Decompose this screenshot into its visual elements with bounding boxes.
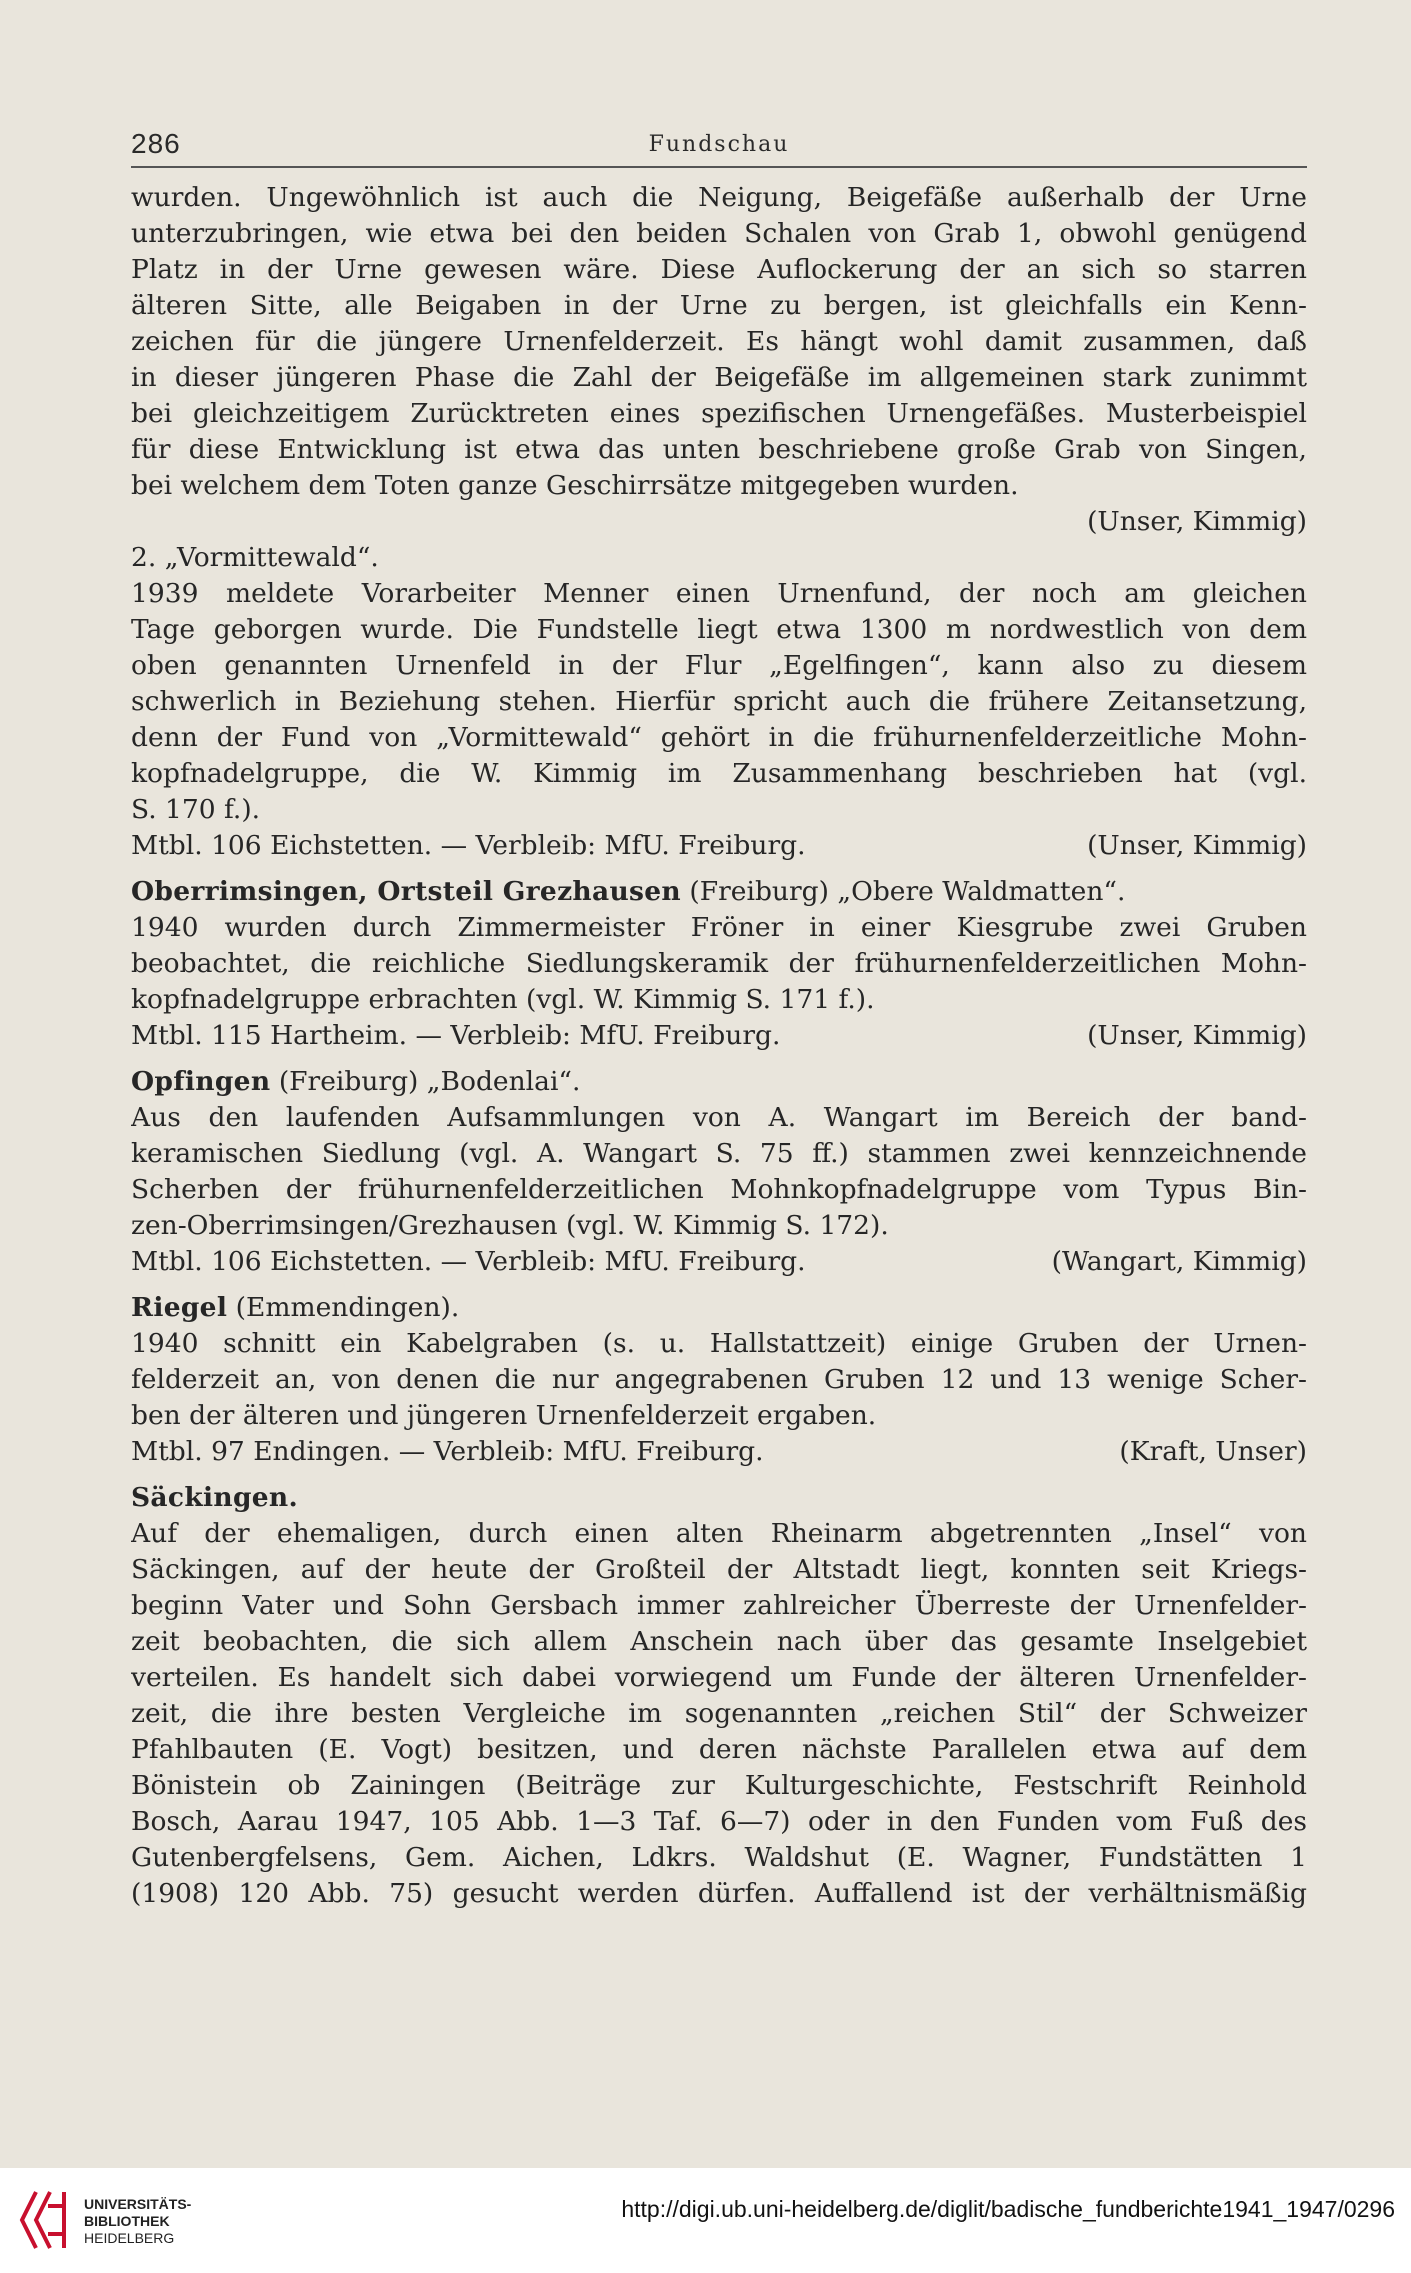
map-reference-line: [131, 1434, 1307, 1470]
text-line: zen-Oberrimsingen/Grezhausen (vgl. W. Kimmig S. 172).: [131, 1210, 889, 1241]
text-line: oben genannten Urnenfeld in der Flur „Egelfingen“, kann also zu diesem: [131, 650, 1307, 681]
map-reference-line: [131, 828, 1307, 864]
text-line: Gutenbergfelsens, Gem. Aichen, Ldkrs. Waldshut (E. Wagner, Fundstätten 1: [131, 1842, 1307, 1873]
text-line: beginn Vater und Sohn Gersbach immer zahlreicher Überreste der Urnenfelder-: [131, 1590, 1307, 1621]
map-reference-line: [131, 1018, 1307, 1054]
page-header: [131, 126, 1307, 168]
library-name-line: UNIVERSITÄTS-: [84, 2196, 192, 2212]
attribution: (Unser, Kimmig): [1087, 830, 1307, 861]
text-line: älteren Sitte, alle Beigaben in der Urne zu bergen, ist gleichfalls ein Kenn-: [131, 290, 1307, 321]
site-location: (Freiburg) „Bodenlai“.: [270, 1066, 581, 1097]
text-line: zeichen für die jüngere Urnenfelderzeit. Es hängt wohl damit zusammen, daß: [131, 326, 1307, 357]
viewer-footer: [0, 2168, 1411, 2273]
text-line: S. 170 f.).: [131, 794, 261, 825]
attribution: (Wangart, Kimmig): [1051, 1246, 1307, 1277]
map-reference: Mtbl. 97 Endingen. — Verbleib: MfU. Freiburg.: [131, 1436, 764, 1467]
text-line: bei gleichzeitigem Zurücktreten eines spezifischen Urnengefäßes. Musterbeispiel: [131, 398, 1307, 429]
map-reference: Mtbl. 106 Eichstetten. — Verbleib: MfU. Freiburg.: [131, 1246, 806, 1277]
text-line: für diese Entwicklung ist etwa das unten beschriebene große Grab von Singen,: [131, 434, 1307, 465]
text-line: Platz in der Urne gewesen wäre. Diese Auflockerung der an sich so starren: [131, 254, 1307, 285]
text-line: wurden. Ungewöhnlich ist auch die Neigung, Beigefäße außerhalb der Urne: [131, 182, 1307, 213]
text-line: keramischen Siedlung (vgl. A. Wangart S. 75 ff.) stammen zwei kennzeichnende: [131, 1138, 1307, 1169]
text-line: felderzeit an, von denen die nur angegrabenen Gruben 12 und 13 wenige Scher-: [131, 1364, 1307, 1395]
text-line: schwerlich in Beziehung stehen. Hierfür spricht auch die frühere Zeitansetzung,: [131, 686, 1307, 717]
library-logo-icon: [16, 2186, 76, 2254]
text-line: kopfnadelgruppe, die W. Kimmig im Zusammenhang beschrieben hat (vgl.: [131, 758, 1307, 789]
text-line: bei welchem dem Toten ganze Geschirrsätze mitgegeben wurden.: [131, 470, 1019, 501]
map-reference: Mtbl. 106 Eichstetten. — Verbleib: MfU. Freiburg.: [131, 830, 806, 861]
source-url-link[interactable]: http://digi.ub.uni-heidelberg.de/diglit/badische_fundberichte1941_1947/0296: [621, 2196, 1395, 2222]
site-entry-heading: [131, 1064, 1307, 1100]
text-line: Bosch, Aarau 1947, 105 Abb. 1—3 Taf. 6—7) oder in den Funden vom Fuß des: [131, 1806, 1307, 1837]
text-line: verteilen. Es handelt sich dabei vorwiegend um Funde der älteren Urnenfelder-: [131, 1662, 1307, 1693]
map-reference: Mtbl. 115 Hartheim. — Verbleib: MfU. Freiburg.: [131, 1020, 781, 1051]
page-number: 286: [131, 128, 181, 159]
library-name: [84, 2196, 191, 2247]
library-name-line: HEIDELBERG: [84, 2230, 175, 2246]
map-reference-line: [131, 1244, 1307, 1280]
site-name: Riegel: [131, 1292, 228, 1323]
text-line: zeit beobachten, die sich allem Anschein nach über das gesamte Inselgebiet: [131, 1626, 1307, 1657]
text-line: kopfnadelgruppe erbrachten (vgl. W. Kimmig S. 171 f.).: [131, 984, 875, 1015]
text-line: beobachtet, die reichliche Siedlungskeramik der frühurnenfelderzeitlichen Mohn-: [131, 948, 1307, 979]
section-heading: 2. „Vormittewald“.: [131, 542, 379, 573]
body-text: [131, 180, 1307, 1912]
attribution: (Unser, Kimmig): [1087, 506, 1307, 537]
site-name: Oberrimsingen, Ortsteil Grezhausen: [131, 876, 681, 907]
text-line: Säckingen, auf der heute der Großteil der Altstadt liegt, konnten seit Kriegs-: [131, 1554, 1307, 1585]
text-line: denn der Fund von „Vormittewald“ gehört in die frühurnenfelderzeitliche Mohn-: [131, 722, 1307, 753]
running-head: Fundschau: [648, 132, 790, 157]
library-name-line: BIBLIOTHEK: [84, 2213, 170, 2229]
site-name: Säckingen.: [131, 1482, 299, 1513]
site-entry-heading: [131, 1290, 1307, 1326]
site-entry-heading: [131, 874, 1307, 910]
site-location: (Freiburg) „Obere Waldmatten“.: [680, 876, 1126, 907]
text-line: 1940 schnitt ein Kabelgraben (s. u. Hallstattzeit) einige Gruben der Urnen-: [131, 1328, 1307, 1359]
text-line: 1940 wurden durch Zimmermeister Fröner in einer Kiesgrube zwei Gruben: [131, 912, 1307, 943]
text-line: zeit, die ihre besten Vergleiche im sogenannten „reichen Stil“ der Schweizer: [131, 1698, 1307, 1729]
text-line: Scherben der frühurnenfelderzeitlichen Mohnkopfnadelgruppe vom Typus Bin-: [131, 1174, 1307, 1205]
text-line: (1908) 120 Abb. 75) gesucht werden dürfen. Auffallend ist der verhältnismäßig: [131, 1878, 1307, 1909]
text-line: ben der älteren und jüngeren Urnenfelderzeit ergaben.: [131, 1400, 877, 1431]
text-line: Pfahlbauten (E. Vogt) besitzen, und deren nächste Parallelen etwa auf dem: [131, 1734, 1307, 1765]
text-line: in dieser jüngeren Phase die Zahl der Beigefäße im allgemeinen stark zunimmt: [131, 362, 1307, 393]
attribution: (Kraft, Unser): [1119, 1436, 1307, 1467]
text-line: Auf der ehemaligen, durch einen alten Rheinarm abgetrennten „Insel“ von: [131, 1518, 1307, 1549]
site-name: Opfingen: [131, 1066, 271, 1097]
site-location: (Emmendingen).: [227, 1292, 460, 1323]
text-line: Bönistein ob Zainingen (Beiträge zur Kulturgeschichte, Festschrift Reinhold: [131, 1770, 1307, 1801]
text-line: 1939 meldete Vorarbeiter Menner einen Urnenfund, der noch am gleichen: [131, 578, 1307, 609]
text-line: unterzubringen, wie etwa bei den beiden Schalen von Grab 1, obwohl genügend: [131, 218, 1307, 249]
attribution: (Unser, Kimmig): [1087, 1020, 1307, 1051]
text-line: Tage geborgen wurde. Die Fundstelle liegt etwa 1300 m nordwestlich von dem: [131, 614, 1307, 645]
text-line: Aus den laufenden Aufsammlungen von A. Wangart im Bereich der band-: [131, 1102, 1307, 1133]
